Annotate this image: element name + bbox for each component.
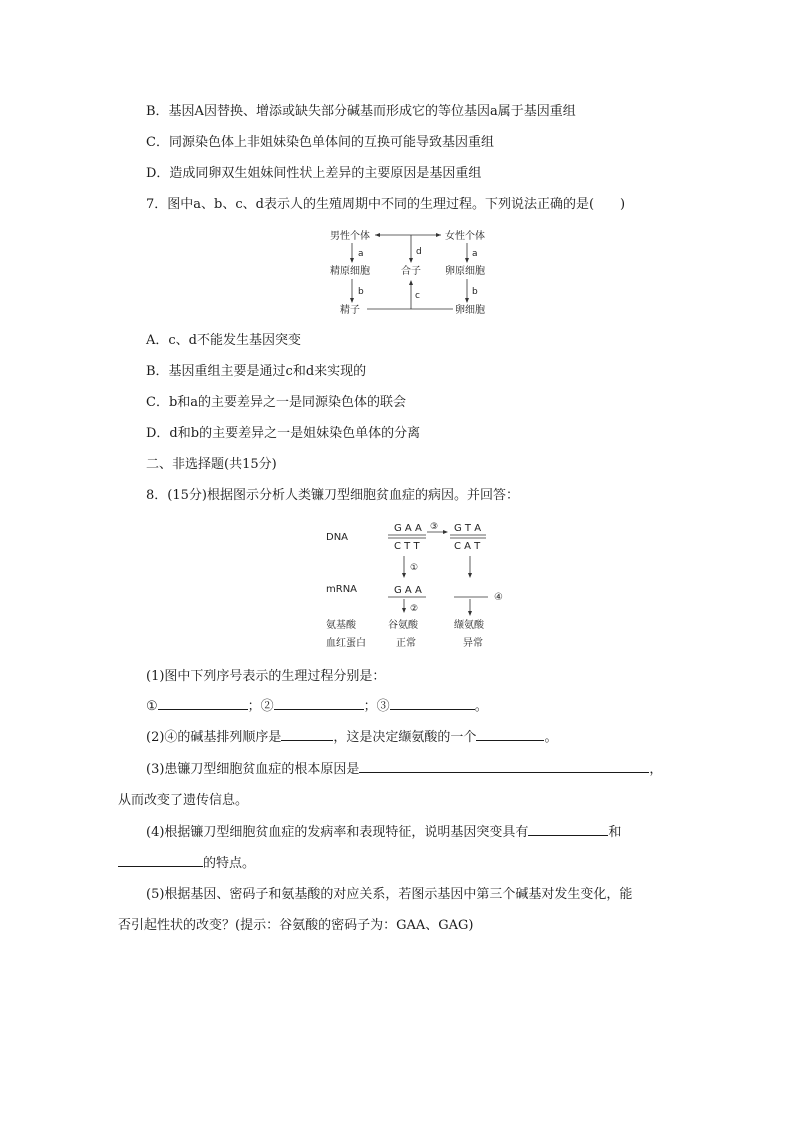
part4-text-c: 的特点。 <box>203 856 256 871</box>
part3-text-b: ， <box>649 762 663 777</box>
q7-option-b: B．基因重组主要是通过c和d来实现的 <box>146 364 367 379</box>
q8-part4 <box>146 823 621 842</box>
dna-gta: G T A <box>454 523 482 534</box>
circle-2: ② <box>410 604 419 614</box>
blank-label-3: ；③ <box>363 699 390 714</box>
part2-text-c: 。 <box>544 730 558 745</box>
q8-part3 <box>146 760 662 779</box>
label-glutamic: 谷氨酸 <box>388 620 418 631</box>
blank-label-2: ；② <box>247 699 274 714</box>
label-d: d <box>416 247 422 257</box>
answer-blank-2[interactable] <box>274 697 364 710</box>
label-b-left: b <box>358 287 364 297</box>
answer-blank-4[interactable] <box>281 728 333 741</box>
circle-4: ④ <box>494 592 503 603</box>
label-male: 男性个体 <box>330 231 370 242</box>
option-b-q6: B．基因A因替换、增添或缺失部分碱基而形成它的等位基因a属于基因重组 <box>146 104 576 119</box>
answer-blank-8[interactable] <box>118 854 203 867</box>
label-b-right: b <box>472 287 478 297</box>
q8-part5-continued: 否引起性状的改变？(提示：谷氨酸的密码子为：GAA、GAG) <box>118 918 474 933</box>
label-mrna: mRNA <box>326 584 358 595</box>
label-oogonium: 卵原细胞 <box>445 266 485 277</box>
label-a-right: a <box>472 249 478 259</box>
reproduction-cycle-diagram <box>325 224 505 319</box>
blank-end: 。 <box>474 699 488 714</box>
answer-blank-7[interactable] <box>528 823 608 836</box>
part3-text-a: (3)患镰刀型细胞贫血症的根本原因是 <box>146 762 360 777</box>
question-8-stem: 8．(15分)根据图示分析人类镰刀型细胞贫血症的病因。并回答： <box>146 488 519 503</box>
q7-option-d: D．d和b的主要差异之一是姐妹染色单体的分离 <box>146 426 421 441</box>
label-spermatogonium: 精原细胞 <box>330 266 370 277</box>
label-hemoglobin: 血红蛋白 <box>326 638 366 649</box>
q8-part1-blanks <box>146 697 488 716</box>
label-a-left: a <box>358 249 364 259</box>
mrna-gaa: G A A <box>394 585 422 596</box>
section-2-heading: 二、非选择题(共15分) <box>146 457 277 472</box>
answer-blank-3[interactable] <box>390 697 475 710</box>
answer-blank-5[interactable] <box>476 728 544 741</box>
circle-1: ① <box>410 563 419 573</box>
q8-part4-continued <box>118 854 255 873</box>
label-valine: 缬氨酸 <box>454 620 484 631</box>
blank-label-1: ① <box>146 699 158 714</box>
dna-ctt: C T T <box>394 541 420 552</box>
part4-text-b: 和 <box>608 825 622 840</box>
circle-3: ③ <box>430 522 439 532</box>
label-abnormal: 异常 <box>463 638 483 649</box>
question-7-stem: 7．图中a、b、c、d表示人的生殖周期中不同的生理过程。下列说法正确的是( ) <box>146 197 626 212</box>
dna-cat: C A T <box>454 541 481 552</box>
q8-part5: (5)根据基因、密码子和氨基酸的对应关系，若图示基因中第三个碱基对发生变化，能 <box>146 887 633 902</box>
part2-text-b: ，这是决定缬氨酸的一个 <box>333 730 477 745</box>
option-d-q6: D．造成同卵双生姐妹间性状上差异的主要原因是基因重组 <box>146 166 482 181</box>
label-female: 女性个体 <box>445 231 485 242</box>
q8-part2 <box>146 728 557 747</box>
label-normal: 正常 <box>396 638 416 649</box>
part2-text-a: (2)④的碱基排列顺序是 <box>146 730 282 745</box>
option-c-q6: C．同源染色体上非姐妹染色单体间的互换可能导致基因重组 <box>146 135 494 150</box>
label-amino-acid: 氨基酸 <box>326 620 356 631</box>
label-dna: DNA <box>326 532 349 543</box>
label-egg: 卵细胞 <box>455 305 485 316</box>
q8-part3-continued: 从而改变了遗传信息。 <box>118 793 249 808</box>
label-zygote: 合子 <box>401 266 421 277</box>
q7-option-c: C．b和a的主要差异之一是同源染色体的联会 <box>146 395 407 410</box>
q7-option-a: A．c、d不能发生基因突变 <box>146 333 301 348</box>
label-sperm: 精子 <box>340 305 360 316</box>
answer-blank-6[interactable] <box>359 760 649 773</box>
label-c: c <box>415 291 420 301</box>
part4-text-a: (4)根据镰刀型细胞贫血症的发病率和表现特征，说明基因突变具有 <box>146 825 529 840</box>
dna-gaa: G A A <box>394 523 422 534</box>
sickle-cell-diagram <box>320 516 520 654</box>
q8-part1-prompt: (1)图中下列序号表示的生理过程分别是： <box>146 669 386 684</box>
answer-blank-1[interactable] <box>158 697 248 710</box>
